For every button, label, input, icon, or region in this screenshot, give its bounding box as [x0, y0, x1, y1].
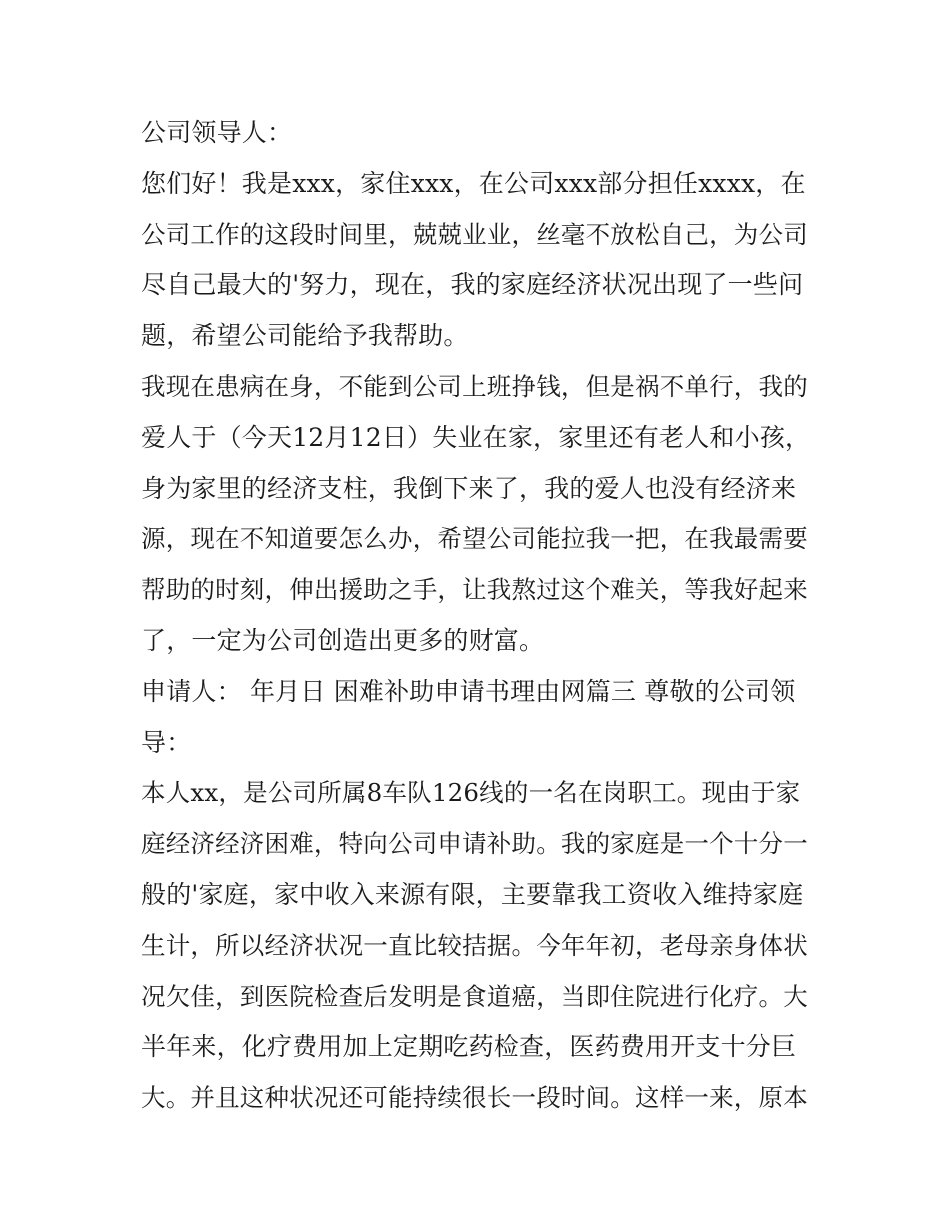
- text-line: 本人xx，是公司所属8车队126线的一名在岗职工。现由于家: [141, 778, 801, 808]
- text-line: 源，现在不知道要怎么办，希望公司能拉我一把，在我最需要: [141, 524, 808, 554]
- text-line: 帮助的时刻，伸出援助之手，让我熬过这个难关，等我好起来: [141, 575, 808, 605]
- text-line: 公司工作的这段时间里，兢兢业业，丝毫不放松自己，为公司: [141, 219, 808, 249]
- text-line: 尽自己最大的'努力，现在，我的家庭经济状况出现了一些问: [141, 270, 804, 300]
- applicant-line: 申请人： 年月日 困难补助申请书理由网篇三 尊敬的公司领: [141, 676, 796, 706]
- text-line: 半年来，化疗费用加上定期吃药检查，医药费用开支十分巨: [141, 1032, 797, 1062]
- text-line: 大。并且这种状况还可能持续很长一段时间。这样一来，原本: [141, 1083, 808, 1113]
- text-line: 庭经济经济困难，特向公司申请补助。我的家庭是一个十分一: [141, 829, 808, 859]
- text-line: 我现在患病在身，不能到公司上班挣钱，但是祸不单行，我的: [141, 371, 808, 401]
- document-body: [141, 108, 811, 1124]
- text-line: 生计，所以经济状况一直比较拮据。今年年初，老母亲身体状: [141, 930, 808, 960]
- text-line: 题，希望公司能给予我帮助。: [141, 321, 469, 351]
- text-line: 导：: [141, 727, 192, 757]
- text-line: 般的'家庭，家中收入来源有限，主要靠我工资收入维持家庭: [141, 879, 804, 909]
- text-line: 您们好！我是xxx，家住xxx，在公司xxx部分担任xxxx，在: [141, 168, 806, 198]
- salutation-line: 公司领导人：: [141, 118, 293, 147]
- text-line: 了，一定为公司创造出更多的财富。: [141, 625, 545, 655]
- text-line: 身为家里的经济支柱，我倒下来了，我的爱人也没有经济来: [141, 473, 797, 503]
- text-line: 爱人于（今天12月12日）失业在家，家里还有老人和小孩，: [141, 422, 811, 452]
- text-line: 况欠佳，到医院检查后发明是食道癌，当即住院进行化疗。大: [141, 981, 808, 1011]
